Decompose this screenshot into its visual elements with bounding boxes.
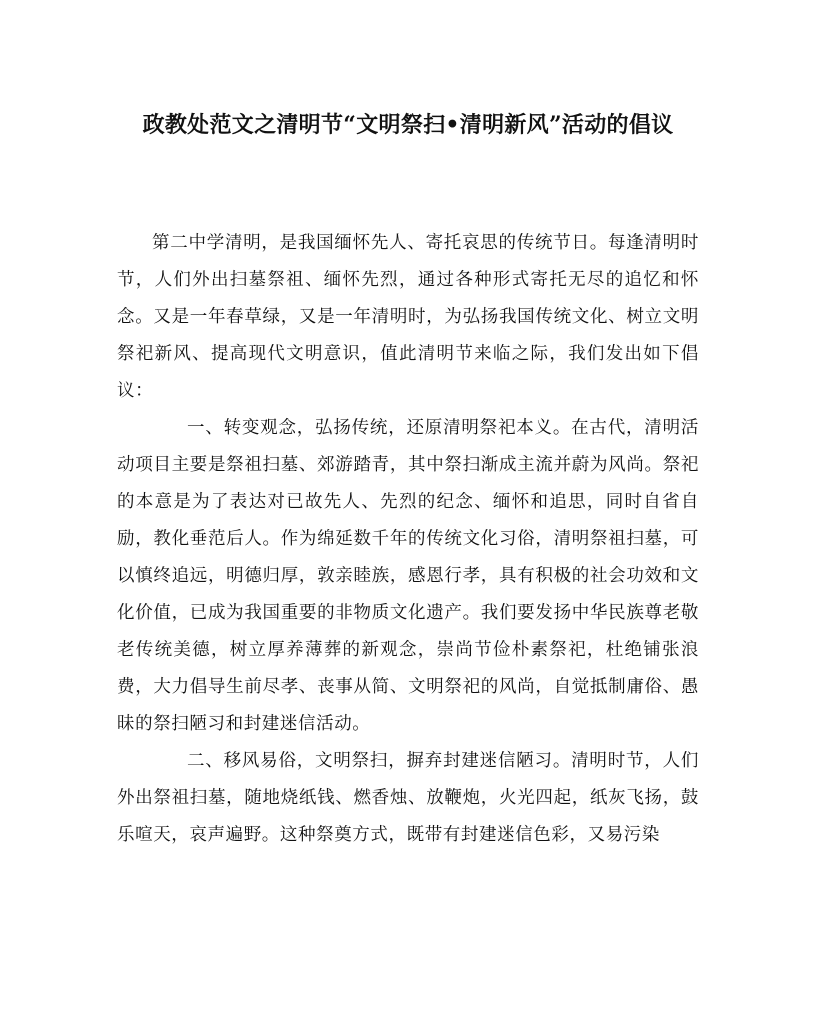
document-body xyxy=(117,225,699,854)
paragraph-point-one: 一、转变观念，弘扬传统，还原清明祭祀本义。在古代，清明活动项目主要是祭祖扫墓、郊游踏青，其中祭扫渐成主流并蔚为风尚。祭祀的本意是为了表达对已故先人、先烈的纪念、缅怀和追思，同时自省自励，教化垂范后人。作为绵延数千年的传统文化习俗，清明祭祖扫墓，可以慎终追远，明德归厚，敦亲睦族，感恩行孝，具有积极的社会功效和文化价值，已成为我国重要的非物质文化遗产。我们要发扬中华民族尊老敬老传统美德，树立厚养薄葬的新观念，崇尚节俭朴素祭祀，杜绝铺张浪费，大力倡导生前尽孝、丧事从简、文明祭祀的风尚，自觉抵制庸俗、愚昧的祭扫陋习和封建迷信活动。 xyxy=(117,418,699,734)
paragraph-intro: 第二中学清明，是我国缅怀先人、寄托哀思的传统节日。每逢清明时节，人们外出扫墓祭祖、缅怀先烈，通过各种形式寄托无尽的追忆和怀念。又是一年春草绿，又是一年清明时，为弘扬我国传统文化、树立文明祭祀新风、提高现代文明意识，值此清明节来临之际，我们发出如下倡议： xyxy=(117,233,699,401)
paragraph-point-two: 二、移风易俗，文明祭扫，摒弃封建迷信陋习。清明时节，人们外出祭祖扫墓，随地烧纸钱、燃香烛、放鞭炮，火光四起，纸灰飞扬，鼓乐喧天，哀声遍野。这种祭奠方式，既带有封建迷信色彩，又易污染 xyxy=(117,751,699,845)
document-title: 政教处范文之清明节“文明祭扫•清明新风”活动的倡议 xyxy=(142,112,674,138)
